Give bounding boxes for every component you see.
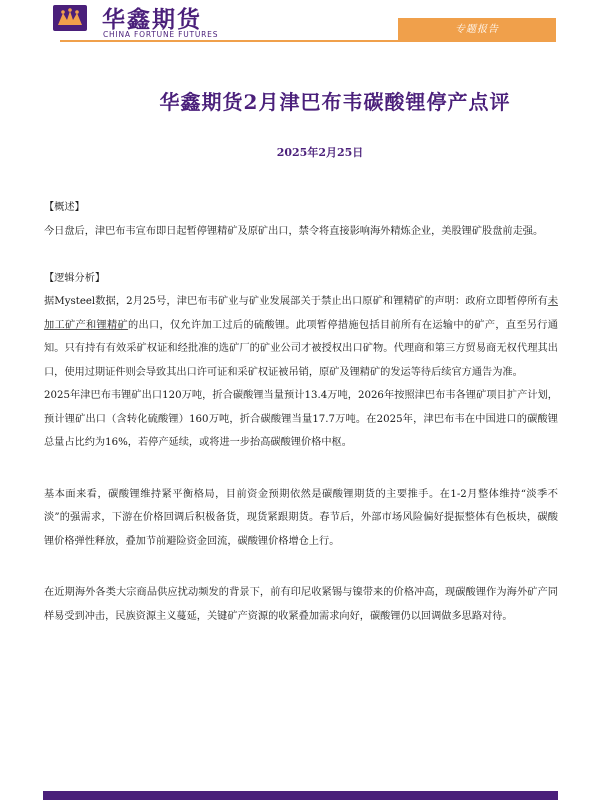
logic-paragraph-1: [44, 290, 558, 384]
page-header: [0, 0, 600, 48]
overview-heading: 【概述】: [44, 202, 85, 213]
logic-p1-before: 据Mysteel数据，2月25号，津巴布韦矿业与矿业发展部关于禁止出口原矿和锂精矿的声明：政府立即暂停所有: [44, 296, 548, 307]
page-title: 华鑫期货2月津巴布韦碳酸锂停产点评: [159, 90, 511, 114]
brand-name-en: CHINA FORTUNE FUTURES: [103, 30, 219, 39]
fundamental-paragraph: 基本面来看，碳酸锂维持紧平衡格局，目前资金预期依然是碳酸锂期货的主要推手。在1-2月整体维持“淡季不淡”的强需求，下游在价格回调后积极备货，现货紧跟期货。春节后，外部市场风险偏好提振整体有色板块，碳酸锂价格弹性释放，叠加节前避险资金回流，碳酸锂价格增仓上行。: [44, 488, 558, 547]
report-body: [44, 196, 558, 628]
report-date: 2025年2月25日: [276, 146, 364, 159]
company-logo: [53, 5, 87, 31]
report-type-tab: 专题报告: [398, 18, 556, 42]
logic-p1-after: 的出口，仅允许加工过后的硫酸锂。此项暂停措施包括目前所有在运输中的矿产，直至另行通知。只有持有有效采矿权证和经批准的选矿厂的矿业公司才被授权出口矿物。代理商和第三方贸易商无权代理其出口，使用过期证件则会导致其出口许可证和采矿权证被吊销，原矿及锂精矿的发运等待后续官方通告为准。: [44, 319, 558, 378]
spacer: [44, 243, 558, 267]
spacer: [44, 553, 558, 581]
closing-paragraph: 在近期海外各类大宗商品供应扰动频发的背景下，前有印尼收紧锡与镍带来的价格冲高，现碳酸锂作为海外矿产同样易受到冲击，民族资源主义蔓延，关键矿产资源的收紧叠加需求向好，碳酸锂仍以回调做多思路对待。: [44, 587, 558, 622]
logic-heading: 【逻辑分析】: [44, 272, 106, 284]
overview-paragraph: 今日盘后，津巴布韦宣布即日起暂停锂精矿及原矿出口，禁令将直接影响海外精炼企业，美股锂矿股盘前走强。: [44, 225, 544, 237]
logic-paragraph-2: 2025年津巴布韦锂矿出口120万吨，折合碳酸锂当量预计13.4万吨，2026年按照津巴布韦各锂矿项目扩产计划，预计锂矿出口（含转化硫酸锂）160万吨，折合碳酸锂当量17.7万吨。在2025年，津巴布韦在中国进口的碳酸锂总量占比约为16%，若停产延续，或将进一步抬高碳酸锂价格中枢。: [44, 390, 558, 448]
logic-p1-underlined: 未加工矿产和锂精矿: [44, 296, 558, 331]
brand-name-cn: 华鑫期货: [102, 7, 202, 33]
spacer: [44, 455, 558, 483]
page-footer-bar: [43, 791, 558, 800]
header-divider: [60, 40, 556, 42]
